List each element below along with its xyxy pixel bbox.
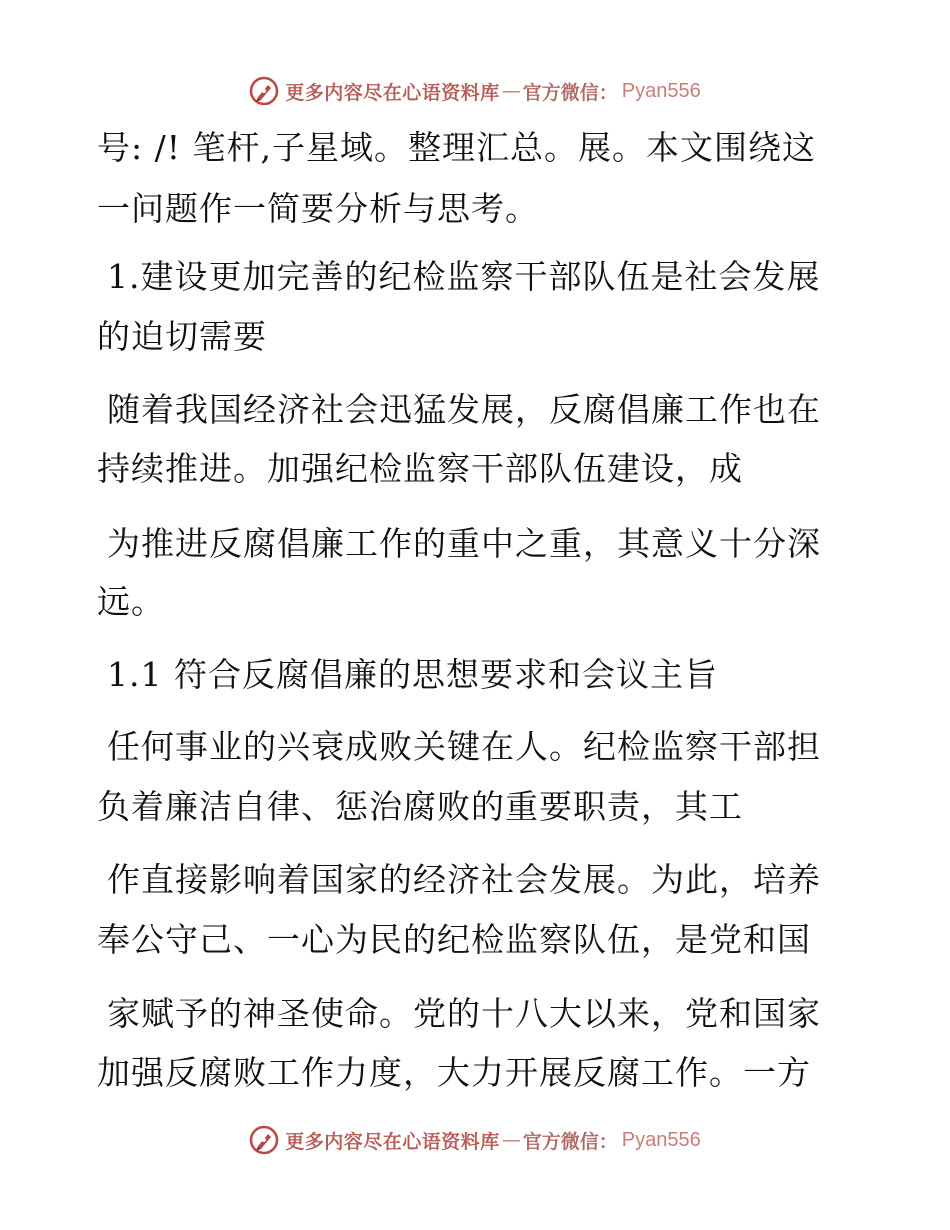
section-heading: 1.建设更加完善的纪检监察干部队伍是社会发展 [107,257,821,296]
text-line: 持续推进。加强纪检监察干部队伍建设，成 [97,449,743,488]
subsection-heading: 1.1 符合反腐倡廉的思想要求和会议主旨 [107,655,718,694]
banner-wechat-label: 官方微信： [522,1130,618,1153]
text-line: 作直接影响着国家的经济社会发展。为此，培养 [107,860,821,899]
section-heading: 的迫切需要 [97,317,267,356]
banner-separator: — [501,1129,521,1151]
text-line: 家赋予的神圣使命。党的十八大以来，党和国家 [107,994,821,1033]
header-banner [0,71,950,111]
text-line: 号: /! 笔杆,子星域。整理汇总。展。本文围绕这 [97,128,816,167]
text-line: 远。 [97,582,165,621]
banner-wechat-id: Pyan556 [621,1128,701,1151]
footer-banner [0,1120,950,1160]
pen-logo-icon [249,76,279,106]
text-line: 一问题作一简要分析与思考。 [97,189,539,228]
pen-logo-icon [249,1125,279,1155]
banner-wechat-label: 官方微信： [522,81,618,104]
text-line: 奉公守己、一心为民的纪检监察队伍，是党和国 [97,920,811,959]
text-line: 负着廉洁自律、惩治腐败的重要职责，其工 [97,787,743,826]
text-line: 加强反腐败工作力度，大力开展反腐工作。一方 [97,1053,811,1092]
text-line: 随着我国经济社会迅猛发展，反腐倡廉工作也在 [107,390,821,429]
banner-text: 更多内容尽在心语资料库 [285,81,500,104]
banner-separator: — [501,80,521,102]
text-line: 任何事业的兴衰成败关键在人。纪检监察干部担 [107,727,821,766]
text-line: 为推进反腐倡廉工作的重中之重，其意义十分深 [107,524,821,563]
banner-wechat-id: Pyan556 [621,79,701,102]
banner-text: 更多内容尽在心语资料库 [285,1130,500,1153]
